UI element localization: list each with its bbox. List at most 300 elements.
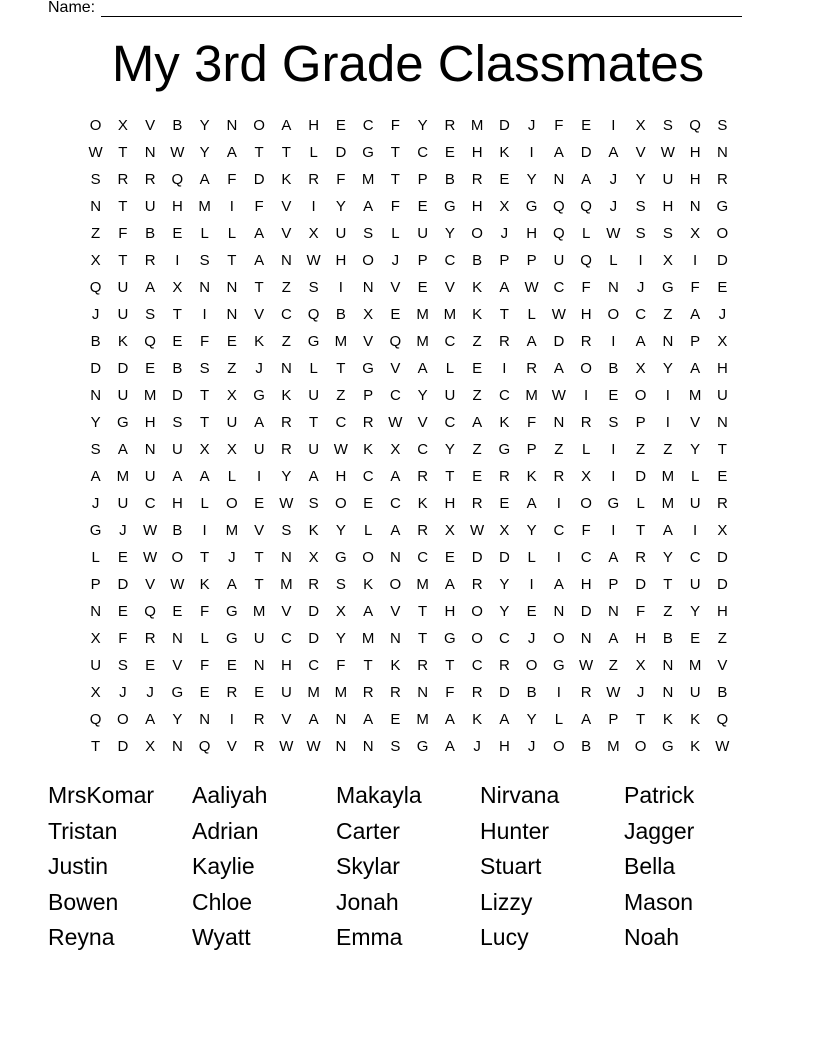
grid-letter: N xyxy=(662,684,674,701)
grid-letter: I xyxy=(502,360,507,377)
grid-letter: X xyxy=(172,279,183,296)
grid-letter: V xyxy=(717,657,728,674)
grid-letter: J xyxy=(119,522,127,539)
grid-letter: X xyxy=(90,684,101,701)
grid-letter: P xyxy=(90,576,101,593)
grid-letter: D xyxy=(580,144,592,161)
grid-letter: J xyxy=(609,171,618,188)
grid-letter: I xyxy=(229,198,234,215)
grid-letter: R xyxy=(635,549,647,566)
grid-letter: M xyxy=(688,387,702,404)
word-bank-item: Jonah xyxy=(336,888,399,915)
grid-letter: K xyxy=(472,306,483,323)
grid-letter: D xyxy=(716,252,728,269)
grid-letter: S xyxy=(90,171,101,188)
grid-letter: K xyxy=(390,657,401,674)
grid-letter: A xyxy=(90,468,101,485)
grid-letter: B xyxy=(581,738,592,755)
grid-letter: V xyxy=(417,414,428,431)
grid-letter: M xyxy=(143,387,157,404)
grid-letter: W xyxy=(524,279,539,296)
grid-letter: V xyxy=(281,225,292,242)
grid-letter: C xyxy=(444,333,456,350)
grid-letter: C xyxy=(444,414,456,431)
grid-letter: M xyxy=(525,387,538,404)
grid-letter: O xyxy=(553,630,565,647)
grid-letter: M xyxy=(334,333,348,350)
grid-letter: O xyxy=(362,252,374,269)
grid-letter: R xyxy=(308,171,320,188)
grid-letter: Z xyxy=(636,441,646,458)
grid-letter: M xyxy=(416,333,429,350)
grid-row xyxy=(82,139,736,166)
grid-letter: M xyxy=(416,576,429,593)
grid-letter: V xyxy=(444,279,455,296)
grid-letter: M xyxy=(443,306,457,323)
grid-letter: H xyxy=(580,576,592,593)
grid-letter: F xyxy=(336,657,346,674)
grid-letter: G xyxy=(444,630,456,647)
grid-letter: A xyxy=(226,144,237,161)
grid-letter: I xyxy=(257,468,262,485)
grid-letter: E xyxy=(444,144,455,161)
grid-letter: L xyxy=(227,468,237,485)
grid-letter: D xyxy=(716,549,728,566)
grid-letter: P xyxy=(417,252,428,269)
grid-row xyxy=(82,652,736,679)
grid-letter: W xyxy=(88,144,103,161)
grid-letter: M xyxy=(307,684,320,701)
grid-letter: R xyxy=(389,684,401,701)
grid-letter: N xyxy=(607,279,619,296)
grid-letter: C xyxy=(335,414,347,431)
grid-letter: K xyxy=(199,576,210,593)
grid-letter: O xyxy=(471,225,483,242)
grid-letter: Z xyxy=(336,387,346,404)
grid-letter: N xyxy=(144,144,156,161)
grid-letter: T xyxy=(118,144,128,161)
grid-letter: D xyxy=(553,333,565,350)
grid-letter: C xyxy=(498,387,510,404)
grid-letter: N xyxy=(553,171,565,188)
grid-letter: E xyxy=(254,684,265,701)
grid-letter: C xyxy=(417,144,429,161)
grid-letter: A xyxy=(499,279,510,296)
grid-letter: X xyxy=(635,117,646,134)
grid-letter: E xyxy=(226,657,237,674)
grid-letter: C xyxy=(362,468,374,485)
grid-letter: W xyxy=(306,252,321,269)
grid-letter: D xyxy=(498,117,510,134)
grid-row xyxy=(82,301,736,328)
grid-letter: C xyxy=(689,549,701,566)
grid-letter: U xyxy=(444,387,456,404)
grid-letter: Y xyxy=(690,441,701,458)
grid-letter: O xyxy=(226,495,238,512)
word-bank-item: Kaylie xyxy=(192,853,255,880)
grid-letter: T xyxy=(227,252,237,269)
grid-letter: R xyxy=(580,333,592,350)
grid-letter: N xyxy=(553,603,565,620)
grid-letter: I xyxy=(611,117,616,134)
word-bank-item: Nirvana xyxy=(480,782,560,808)
grid-letter: F xyxy=(581,279,591,296)
grid-letter: L xyxy=(200,225,209,242)
grid-letter: R xyxy=(471,576,483,593)
grid-letter: G xyxy=(362,144,374,161)
grid-letter: T xyxy=(91,738,101,755)
grid-letter: G xyxy=(226,603,238,620)
grid-letter: R xyxy=(308,576,320,593)
grid-letter: V xyxy=(363,333,374,350)
grid-letter: S xyxy=(117,657,128,674)
grid-letter: Z xyxy=(554,441,564,458)
grid-letter: W xyxy=(551,306,566,323)
grid-letter: E xyxy=(254,495,265,512)
grid-letter: J xyxy=(636,684,645,701)
grid-letter: J xyxy=(527,117,536,134)
letter-grid xyxy=(82,112,736,760)
grid-letter: S xyxy=(390,738,401,755)
grid-letter: A xyxy=(581,171,592,188)
grid-letter: X xyxy=(199,441,210,458)
grid-letter: L xyxy=(309,360,318,377)
grid-letter: M xyxy=(416,711,429,728)
grid-letter: B xyxy=(172,360,183,377)
grid-letter: Y xyxy=(635,171,646,188)
grid-letter: Y xyxy=(335,198,346,215)
grid-letter: E xyxy=(581,117,592,134)
grid-letter: E xyxy=(690,630,701,647)
grid-letter: Z xyxy=(663,306,673,323)
grid-letter: B xyxy=(90,333,101,350)
grid-letter: W xyxy=(660,144,675,161)
grid-letter: N xyxy=(607,603,619,620)
grid-letter: J xyxy=(718,306,727,323)
grid-letter: O xyxy=(89,117,102,134)
word-bank-item: Adrian xyxy=(192,817,259,844)
grid-letter: D xyxy=(308,630,320,647)
grid-letter: J xyxy=(146,684,154,701)
grid-letter: R xyxy=(580,414,592,431)
grid-letter: D xyxy=(635,576,647,593)
grid-letter: F xyxy=(118,630,128,647)
grid-letter: S xyxy=(363,225,374,242)
grid-letter: V xyxy=(254,306,265,323)
grid-letter: R xyxy=(362,414,374,431)
grid-letter: S xyxy=(145,306,156,323)
grid-letter: P xyxy=(608,576,619,593)
grid-letter: I xyxy=(693,252,698,269)
grid-letter: F xyxy=(390,198,400,215)
grid-letter: A xyxy=(553,144,564,161)
grid-letter: N xyxy=(280,549,292,566)
grid-letter: F xyxy=(690,279,700,296)
grid-letter: X xyxy=(90,252,101,269)
grid-letter: D xyxy=(117,738,129,755)
grid-letter: Y xyxy=(172,711,183,728)
grid-letter: N xyxy=(417,684,429,701)
grid-letter: I xyxy=(202,306,207,323)
grid-letter: M xyxy=(416,306,429,323)
grid-letter: X xyxy=(662,252,673,269)
grid-letter: A xyxy=(635,333,646,350)
grid-letter: G xyxy=(253,387,265,404)
grid-letter: W xyxy=(143,522,158,539)
grid-letter: L xyxy=(690,468,700,485)
grid-letter: Y xyxy=(199,144,210,161)
grid-letter: E xyxy=(390,306,401,323)
grid-letter: X xyxy=(145,738,156,755)
word-bank-item: Chloe xyxy=(192,888,253,915)
grid-letter: F xyxy=(254,198,264,215)
grid-letter: G xyxy=(498,441,511,458)
word-bank-item: Emma xyxy=(336,924,403,951)
grid-letter: K xyxy=(662,711,673,728)
grid-letter: U xyxy=(417,225,429,242)
grid-letter: B xyxy=(717,684,728,701)
grid-letter: N xyxy=(716,144,728,161)
grid-letter: E xyxy=(145,360,156,377)
grid-letter: R xyxy=(417,468,429,485)
grid-row xyxy=(82,544,736,571)
grid-letter: A xyxy=(390,522,401,539)
grid-letter: L xyxy=(527,549,536,566)
grid-letter: G xyxy=(362,360,374,377)
grid-letter: H xyxy=(635,630,647,647)
grid-letter: G xyxy=(89,522,102,539)
grid-letter: E xyxy=(363,495,374,512)
grid-row xyxy=(82,571,736,598)
grid-letter: B xyxy=(335,306,346,323)
grid-letter: T xyxy=(309,414,319,431)
grid-letter: B xyxy=(172,117,183,134)
grid-letter: Q xyxy=(389,333,402,350)
grid-letter: U xyxy=(308,441,320,458)
grid-letter: S xyxy=(90,441,101,458)
grid-letter: J xyxy=(228,549,236,566)
grid-letter: U xyxy=(117,495,129,512)
grid-letter: C xyxy=(280,306,292,323)
grid-letter: Y xyxy=(662,360,673,377)
grid-letter: H xyxy=(716,360,728,377)
grid-letter: Y xyxy=(417,387,428,404)
grid-letter: U xyxy=(90,657,102,674)
grid-letter: T xyxy=(636,711,646,728)
word-bank-item: Wyatt xyxy=(192,924,251,951)
grid-letter: T xyxy=(200,414,210,431)
grid-letter: T xyxy=(499,306,509,323)
grid-row xyxy=(82,112,736,139)
grid-letter: Z xyxy=(227,360,237,377)
grid-letter: H xyxy=(716,603,728,620)
grid-letter: S xyxy=(662,225,673,242)
grid-letter: K xyxy=(472,279,483,296)
grid-letter: Q xyxy=(553,198,565,215)
grid-letter: R xyxy=(280,441,292,458)
word-bank-item: Bella xyxy=(624,853,676,880)
grid-letter: I xyxy=(529,576,534,593)
grid-letter: U xyxy=(171,441,183,458)
grid-letter: G xyxy=(662,738,674,755)
grid-letter: F xyxy=(445,684,455,701)
grid-letter: A xyxy=(199,468,210,485)
grid-letter: E xyxy=(472,360,483,377)
grid-letter: D xyxy=(498,549,510,566)
grid-letter: A xyxy=(390,468,401,485)
grid-letter: U xyxy=(117,306,129,323)
grid-letter: R xyxy=(553,468,565,485)
grid-letter: R xyxy=(471,171,483,188)
grid-letter: N xyxy=(280,360,292,377)
grid-letter: H xyxy=(308,117,320,134)
grid-letter: Y xyxy=(199,117,210,134)
grid-letter: H xyxy=(444,495,456,512)
page-title: My 3rd Grade Classmates xyxy=(111,35,705,92)
grid-letter: H xyxy=(171,495,183,512)
grid-letter: I xyxy=(693,522,698,539)
word-bank-item: Tristan xyxy=(48,817,118,844)
grid-letter: K xyxy=(281,171,292,188)
grid-letter: A xyxy=(281,117,292,134)
grid-letter: C xyxy=(362,117,374,134)
grid-letter: H xyxy=(471,144,483,161)
grid-letter: B xyxy=(145,225,156,242)
grid-letter: X xyxy=(363,306,374,323)
grid-letter: E xyxy=(172,333,183,350)
grid-letter: M xyxy=(252,603,266,620)
grid-letter: N xyxy=(362,738,374,755)
grid-letter: E xyxy=(717,279,728,296)
grid-letter: L xyxy=(200,630,209,647)
grid-letter: I xyxy=(556,684,561,701)
grid-letter: N xyxy=(226,279,238,296)
grid-letter: E xyxy=(608,387,619,404)
grid-letter: H xyxy=(171,198,183,215)
grid-letter: H xyxy=(280,657,292,674)
grid-letter: T xyxy=(172,306,182,323)
grid-letter: I xyxy=(338,279,343,296)
grid-letter: X xyxy=(226,441,237,458)
grid-letter: Y xyxy=(90,414,101,431)
grid-letter: Z xyxy=(472,333,482,350)
grid-letter: K xyxy=(499,414,510,431)
word-bank-item: Hunter xyxy=(480,817,550,844)
grid-letter: T xyxy=(390,171,400,188)
grid-letter: V xyxy=(226,738,237,755)
grid-letter: S xyxy=(662,117,673,134)
grid-letter: X xyxy=(690,225,701,242)
grid-letter: Z xyxy=(91,225,101,242)
grid-letter: T xyxy=(418,630,428,647)
grid-letter: P xyxy=(526,252,537,269)
grid-letter: H xyxy=(444,603,456,620)
grid-letter: N xyxy=(226,117,238,134)
grid-letter: U xyxy=(553,252,565,269)
grid-letter: Q xyxy=(716,711,729,728)
grid-letter: C xyxy=(580,549,592,566)
grid-row xyxy=(82,355,736,382)
grid-letter: N xyxy=(199,711,211,728)
grid-letter: P xyxy=(690,333,701,350)
grid-letter: N xyxy=(580,630,592,647)
grid-letter: A xyxy=(526,333,537,350)
grid-letter: P xyxy=(363,387,374,404)
grid-letter: E xyxy=(717,468,728,485)
grid-letter: M xyxy=(361,630,375,647)
grid-letter: M xyxy=(198,198,211,215)
grid-letter: I xyxy=(556,495,561,512)
grid-letter: O xyxy=(362,549,374,566)
grid-letter: N xyxy=(689,198,701,215)
grid-letter: N xyxy=(253,657,265,674)
grid-letter: V xyxy=(390,603,401,620)
word-bank-item: Bowen xyxy=(48,888,119,915)
grid-letter: V xyxy=(254,522,265,539)
grid-letter: B xyxy=(172,522,183,539)
name-label: Name: xyxy=(48,0,96,16)
grid-letter: H xyxy=(580,306,592,323)
grid-row xyxy=(82,706,736,733)
grid-row xyxy=(82,598,736,625)
grid-letter: A xyxy=(608,144,619,161)
grid-letter: G xyxy=(716,198,729,215)
grid-letter: O xyxy=(471,603,483,620)
grid-letter: S xyxy=(608,414,619,431)
grid-letter: L xyxy=(91,549,100,566)
grid-letter: A xyxy=(444,711,455,728)
grid-letter: A xyxy=(363,603,374,620)
grid-letter: F xyxy=(200,603,210,620)
grid-letter: R xyxy=(280,414,292,431)
grid-letter: A xyxy=(662,522,673,539)
grid-letter: D xyxy=(90,360,102,377)
grid-letter: T xyxy=(281,144,291,161)
grid-letter: Y xyxy=(526,171,537,188)
grid-letter: D xyxy=(716,576,728,593)
word-bank-item: Lizzy xyxy=(480,888,533,915)
grid-letter: Q xyxy=(89,711,102,728)
grid-letter: H xyxy=(335,252,347,269)
grid-letter: Q xyxy=(198,738,211,755)
grid-letter: A xyxy=(472,414,483,431)
word-bank-item: Patrick xyxy=(624,782,695,808)
grid-letter: A xyxy=(254,414,265,431)
grid-letter: E xyxy=(472,468,483,485)
grid-letter: H xyxy=(498,738,510,755)
grid-letter: D xyxy=(308,603,320,620)
grid-letter: C xyxy=(389,495,401,512)
grid-letter: A xyxy=(363,198,374,215)
grid-letter: X xyxy=(499,522,510,539)
grid-letter: P xyxy=(526,441,537,458)
grid-row xyxy=(82,625,736,652)
grid-letter: I xyxy=(556,549,561,566)
grid-letter: J xyxy=(119,684,127,701)
grid-row xyxy=(82,733,736,760)
name-field xyxy=(48,0,742,17)
grid-letter: D xyxy=(171,387,183,404)
grid-letter: S xyxy=(199,252,210,269)
grid-letter: Y xyxy=(335,522,346,539)
grid-letter: J xyxy=(527,630,536,647)
grid-letter: T xyxy=(200,549,210,566)
grid-letter: I xyxy=(611,333,616,350)
grid-letter: I xyxy=(611,468,616,485)
grid-letter: Z xyxy=(472,387,482,404)
grid-letter: D xyxy=(117,360,129,377)
grid-letter: N xyxy=(199,279,211,296)
